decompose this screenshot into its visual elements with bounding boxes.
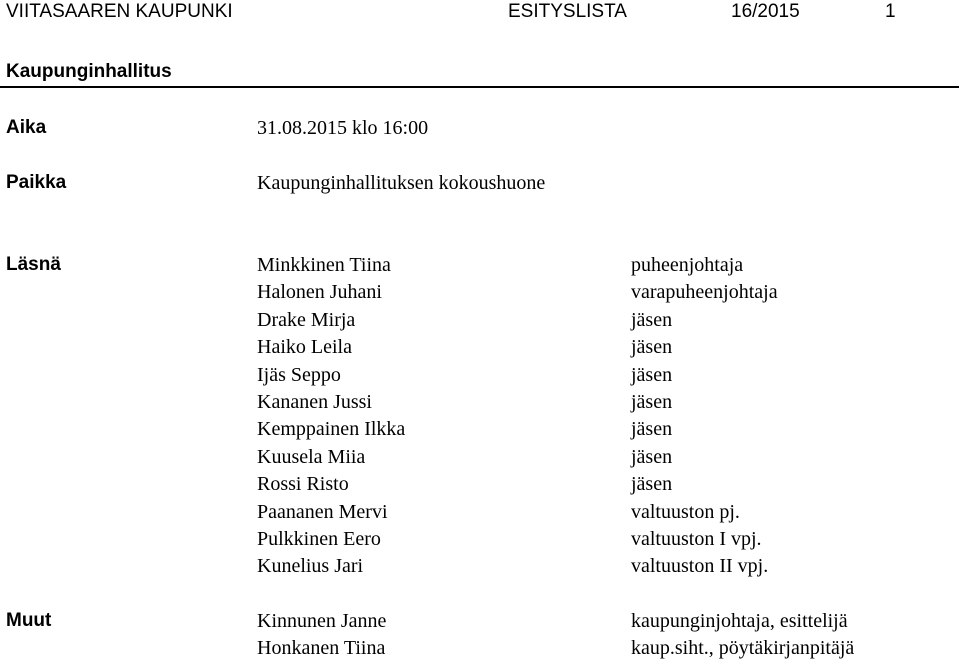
member-role: puheenjohtaja	[631, 255, 743, 275]
member-row	[257, 282, 957, 309]
header-divider	[0, 86, 959, 88]
member-name: Haiko Leila	[257, 337, 352, 357]
time-value: 31.08.2015 klo 16:00	[257, 118, 428, 138]
member-row	[257, 638, 957, 664]
member-name: Minkkinen Tiina	[257, 255, 391, 275]
member-role: jäsen	[631, 474, 672, 494]
member-role: jäsen	[631, 337, 672, 357]
member-role: jäsen	[631, 365, 672, 385]
member-role: valtuuston I vpj.	[631, 529, 762, 549]
member-row	[257, 255, 957, 282]
member-role: kaupunginjohtaja, esittelijä	[631, 611, 848, 631]
member-role: valtuuston pj.	[631, 502, 740, 522]
member-name: Honkanen Tiina	[257, 638, 385, 658]
present-members-list	[257, 255, 957, 584]
member-row	[257, 419, 957, 446]
member-row	[257, 310, 957, 337]
present-label: Läsnä	[6, 255, 61, 274]
others-label: Muut	[6, 611, 51, 630]
document-type: ESITYSLISTA	[508, 2, 627, 21]
member-row	[257, 365, 957, 392]
member-row	[257, 447, 957, 474]
member-name: Kunelius Jari	[257, 556, 363, 576]
municipality-name: VIITASAAREN KAUPUNKI	[6, 2, 233, 21]
member-row	[257, 529, 957, 556]
member-role: valtuuston II vpj.	[631, 556, 768, 576]
member-role: jäsen	[631, 310, 672, 330]
member-name: Kemppainen Ilkka	[257, 419, 405, 439]
member-role: jäsen	[631, 419, 672, 439]
document-number: 16/2015	[731, 2, 800, 21]
member-name: Drake Mirja	[257, 310, 355, 330]
time-label: Aika	[6, 118, 46, 137]
member-row	[257, 474, 957, 501]
member-role: jäsen	[631, 447, 672, 467]
member-name: Paananen Mervi	[257, 502, 388, 522]
member-role: kaup.siht., pöytäkirjanpitäjä	[631, 638, 854, 658]
member-role: jäsen	[631, 392, 672, 412]
member-name: Halonen Juhani	[257, 282, 382, 302]
member-name: Kinnunen Janne	[257, 611, 386, 631]
member-name: Kuusela Miia	[257, 447, 365, 467]
member-name: Pulkkinen Eero	[257, 529, 381, 549]
member-role: varapuheenjohtaja	[631, 282, 778, 302]
member-name: Ijäs Seppo	[257, 365, 341, 385]
place-value: Kaupunginhallituksen kokoushuone	[257, 173, 545, 193]
member-row	[257, 392, 957, 419]
others-list	[257, 611, 957, 664]
member-row	[257, 337, 957, 364]
place-label: Paikka	[6, 173, 66, 192]
member-name: Rossi Risto	[257, 474, 349, 494]
member-name: Kananen Jussi	[257, 392, 372, 412]
member-row	[257, 611, 957, 638]
page-number: 1	[885, 2, 896, 21]
organ-name: Kaupunginhallitus	[6, 62, 172, 81]
member-row	[257, 502, 957, 529]
member-row	[257, 556, 957, 583]
